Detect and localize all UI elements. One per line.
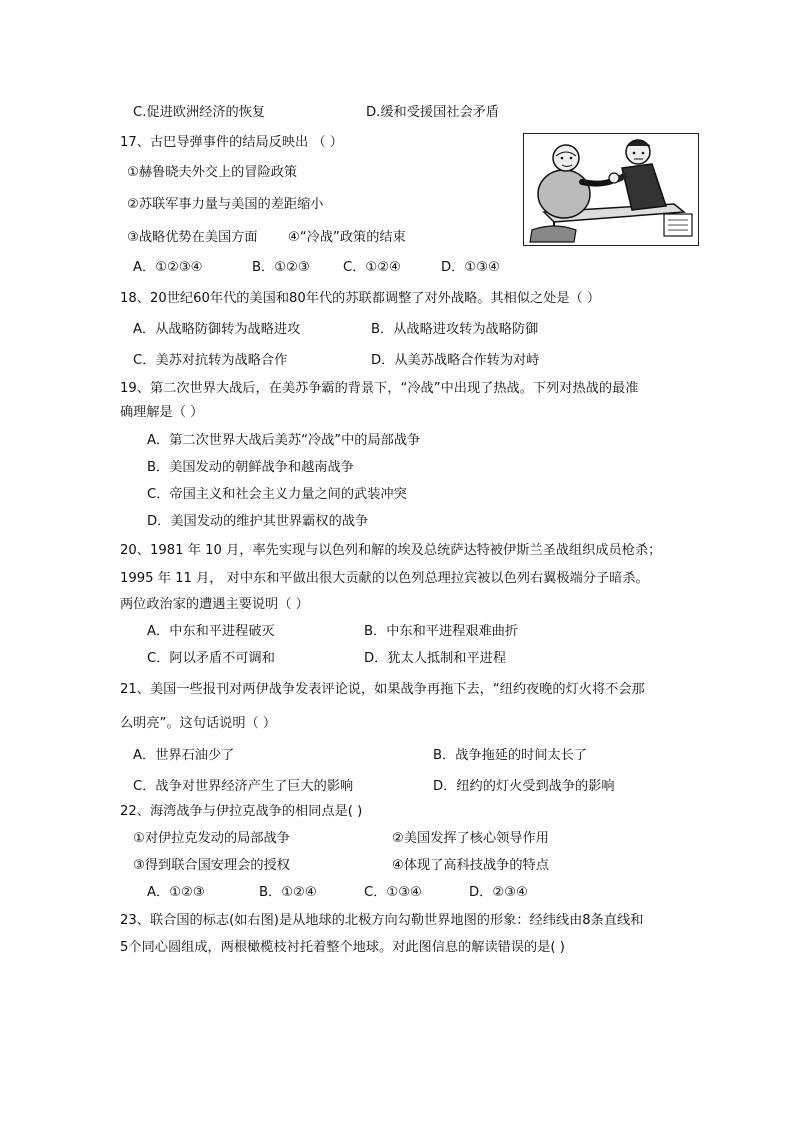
q18-option-a: A．从战略防御转为战略进攻 bbox=[133, 322, 301, 337]
q20-stem-line-1: 20、1981 年 10 月，率先实现与以色列和解的埃及总统萨达特被伊斯兰圣战组织成员枪杀； bbox=[120, 543, 662, 558]
q19-option-a: A．第二次世界大战后美苏“冷战”中的局部战争 bbox=[147, 433, 421, 448]
q19-option-c: C．帝国主义和社会主义力量之间的武装冲突 bbox=[147, 487, 407, 502]
q19-option-d: D．美国发动的维护其世界霸权的战争 bbox=[147, 514, 369, 529]
q17-item-1: ①赫鲁晓夫外交上的冒险政策 bbox=[127, 165, 298, 180]
q17-stem: 17、古巴导弹事件的结局反映出 （ ） bbox=[120, 135, 343, 150]
q20-option-c: C．阿以矛盾不可调和 bbox=[147, 651, 275, 666]
q16-option-d: D.缓和受援国社会矛盾 bbox=[366, 105, 500, 120]
q19-stem-line-2: 确理解是（ ） bbox=[120, 405, 204, 420]
q17-option-a: A．①②③④ bbox=[133, 260, 203, 275]
q23-stem-line-2: 5个同心圆组成，两根橄榄枝衬托着整个地球。对此图信息的解读错误的是( ) bbox=[120, 940, 565, 955]
q19-stem-line-1: 19、第二次世界大战后，在美苏争霸的背景下，“冷战”中出现了热战。下列对热战的最准 bbox=[120, 381, 639, 396]
q22-option-a: A．①②③ bbox=[147, 885, 205, 900]
q18-option-c: C．美苏对抗转为战略合作 bbox=[133, 353, 288, 368]
q20-stem-line-3: 两位政治家的遭遇主要说明（ ） bbox=[120, 597, 309, 612]
q18-stem: 18、20世纪60年代的美国和80年代的苏联都调整了对外战略。其相似之处是（ ） bbox=[120, 291, 601, 306]
q22-item-4: ④体现了高科技战争的特点 bbox=[392, 858, 549, 873]
q21-stem-line-1: 21、美国一些报刊对两伊战争发表评论说，如果战争再拖下去，“纽约夜晚的灯火将不会那 bbox=[120, 682, 645, 697]
q17-option-c: C．①②④ bbox=[343, 260, 401, 275]
q22-item-2: ②美国发挥了核心领导作用 bbox=[392, 831, 549, 846]
q16-option-c: C.促进欧洲经济的恢复 bbox=[133, 105, 266, 120]
q18-option-d: D．从美苏战略合作转为对峙 bbox=[371, 353, 540, 368]
q17-item-2: ②苏联军事力量与美国的差距缩小 bbox=[127, 197, 324, 212]
q17-item-3: ③战略优势在美国方面 bbox=[127, 230, 258, 245]
arm-wrestling-cartoon bbox=[523, 133, 699, 246]
q21-option-d: D．纽约的灯火受到战争的影响 bbox=[433, 779, 615, 794]
q22-item-3: ③得到联合国安理会的授权 bbox=[133, 858, 290, 873]
q21-option-b: B．战争拖延的时间太长了 bbox=[433, 748, 588, 763]
q17-item-4: ④“冷战”政策的结束 bbox=[288, 230, 406, 245]
q23-stem-line-1: 23、联合国的标志(如右图)是从地球的北极方向勾勒世界地图的形象：经纬线由8条直线和 bbox=[120, 913, 644, 928]
q22-option-b: B．①②④ bbox=[259, 885, 317, 900]
q20-stem-line-2: 1995 年 11 月， 对中东和平做出很大贡献的以色列总理拉宾被以色列右翼极端分子暗杀。 bbox=[120, 571, 649, 586]
q22-option-d: D．②③④ bbox=[469, 885, 528, 900]
cartoon-drawing bbox=[524, 134, 698, 245]
q17-option-d: D．①③④ bbox=[441, 260, 500, 275]
q20-option-d: D．犹太人抵制和平进程 bbox=[364, 651, 507, 666]
q18-option-b: B．从战略进攻转为战略防御 bbox=[371, 322, 539, 337]
q19-option-b: B．美国发动的朝鲜战争和越南战争 bbox=[147, 460, 354, 475]
q21-option-c: C．战争对世界经济产生了巨大的影响 bbox=[133, 779, 354, 794]
q22-option-c: C．①③④ bbox=[364, 885, 422, 900]
q21-option-a: A．世界石油少了 bbox=[133, 748, 235, 763]
q17-option-b: B．①②③ bbox=[252, 260, 310, 275]
q22-stem: 22、海湾战争与伊拉克战争的相同点是( ) bbox=[120, 804, 363, 819]
q20-option-a: A．中东和平进程破灭 bbox=[147, 624, 275, 639]
q20-option-b: B．中东和平进程艰难曲折 bbox=[364, 624, 519, 639]
q22-item-1: ①对伊拉克发动的局部战争 bbox=[133, 831, 290, 846]
q21-stem-line-2: 么明亮”。这句话说明（ ） bbox=[120, 716, 277, 731]
